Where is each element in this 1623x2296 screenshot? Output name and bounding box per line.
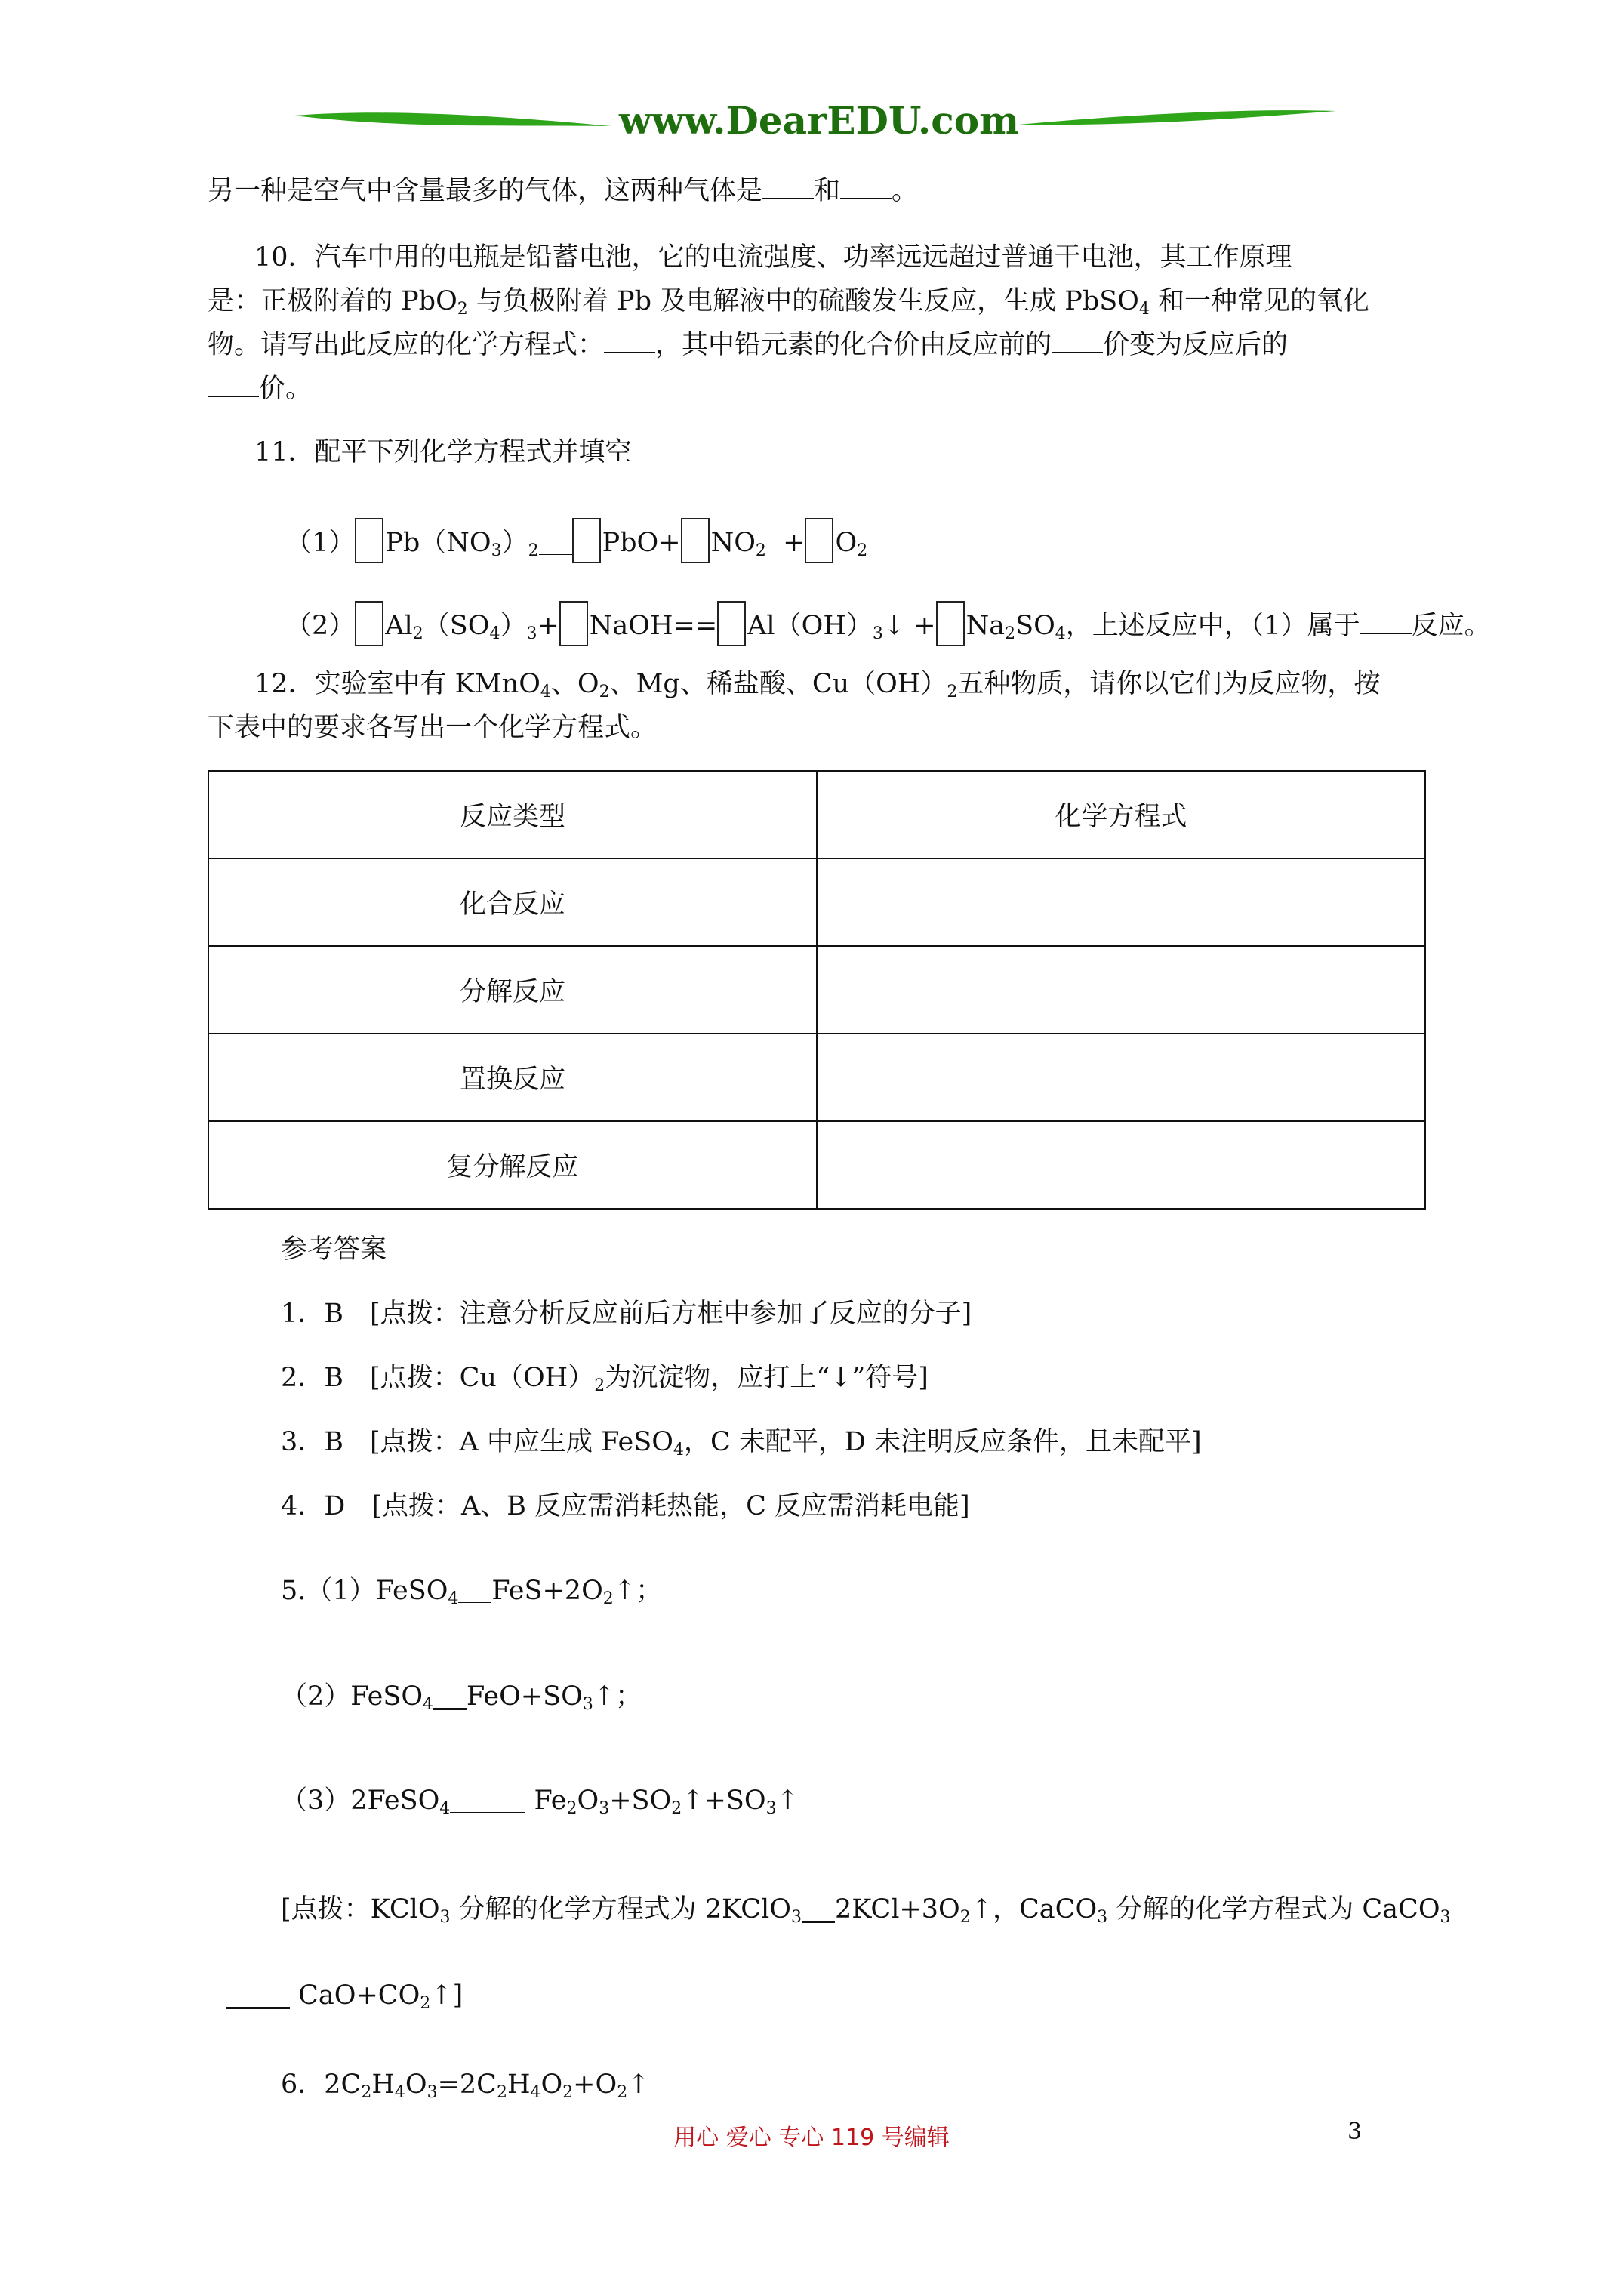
table-header-cell: 反应类型: [208, 771, 817, 858]
answer-5-hint-line-1: [点拨：KClO$_3$ 分解的化学方程式为 2KClO$_3$ $2KCl+3O_2↑$，CaCO$_3$ 分解的化学方程式为 CaCO$_3$: [281, 1894, 1451, 1927]
right-swoosh-icon: [1012, 100, 1344, 138]
equals-sign: [458, 1602, 491, 1608]
page-number: 3: [1347, 2119, 1363, 2145]
table-cell: 分解反应: [208, 946, 817, 1034]
answer-5-eq-3: （3）2FeSO$_4$ $Fe_2O_3+SO_2↑+SO_3↑$: [281, 1786, 799, 1818]
equals-sign: [802, 1921, 835, 1927]
equals-sign: [226, 2007, 290, 2013]
coefficient-box[interactable]: [559, 601, 588, 646]
answer-blank: [762, 197, 814, 199]
left-swoosh-icon: [287, 102, 619, 140]
table-answer-cell[interactable]: [817, 858, 1425, 946]
coefficient-box[interactable]: [717, 601, 746, 646]
question-12-line-1: 12．实验室中有 KMnO$_4$、$O_2$、Mg、稀盐酸、$Cu(OH)_2$五种物质，请你以它们为反应物，按: [254, 669, 1381, 701]
coefficient-box[interactable]: [355, 601, 383, 646]
table-cell: 化合反应: [208, 858, 817, 946]
question-10-line-1: 10．汽车中用的电瓶是铅蓄电池，它的电流强度、功率远远超过普通干电池，其工作原理: [254, 242, 1292, 273]
answer-blank: [604, 351, 655, 353]
answer-blank: [840, 197, 892, 199]
answer-blank: [1052, 351, 1103, 353]
table-answer-cell[interactable]: [817, 946, 1425, 1034]
coefficient-box[interactable]: [355, 518, 383, 563]
question-11-eq-1: （1） $Pb(NO_3)_2$ $PbO+ NO_2 + O_2$: [285, 518, 867, 563]
continuation-line: 另一种是空气中含量最多的气体，这两种气体是 和 。: [208, 176, 919, 206]
table-row: [208, 946, 1425, 1034]
answer-4: 4．D [点拨：A、B 反应需消耗热能，C 反应需消耗电能]: [281, 1491, 970, 1521]
question-11-eq-2: （2） $Al_2(SO_4)_3+$ NaOH== $Al(OH)_3↓ + Na_2SO_4$，上述反应中，（1）属于 反应。: [285, 601, 1491, 646]
table-row: [208, 1121, 1425, 1209]
table-cell: 置换反应: [208, 1034, 817, 1121]
site-logo-text: www.DearEDU.com: [618, 98, 1019, 143]
answer-3: 3．B [点拨：A 中应生成 FeSO$_4$，C 未配平，D 未注明反应条件，且未配平]: [281, 1427, 1202, 1459]
table-header-row: [208, 771, 1425, 858]
question-10-line-3: 物。请写出此反应的化学方程式： ，其中铅元素的化合价由反应前的 价变为反应后的: [208, 330, 1289, 360]
answer-2: 2．B [点拨：$Cu(OH)_2$为沉淀物，应打上“↓”符号]: [281, 1363, 929, 1395]
table-answer-cell[interactable]: [817, 1034, 1425, 1121]
answer-1: 1．B [点拨：注意分析反应前后方框中参加了反应的分子]: [281, 1299, 972, 1329]
header-banner: [287, 94, 1344, 155]
answer-blank: [208, 395, 259, 397]
question-12-line-2: 下表中的要求各写出一个化学方程式。: [208, 713, 658, 743]
coefficient-box[interactable]: [805, 518, 833, 563]
reaction-table: [208, 770, 1426, 1210]
table-row: [208, 1034, 1425, 1121]
question-11-title: 11．配平下列化学方程式并填空: [254, 437, 632, 467]
answers-title: 参考答案: [281, 1234, 387, 1265]
answer-5-eq-2: （2）FeSO$_4$ $FeO+SO_3↑$；: [281, 1681, 642, 1714]
coefficient-box[interactable]: [572, 518, 601, 563]
answer-blank: [1360, 632, 1412, 634]
equals-sign: [433, 1708, 467, 1714]
table-cell: 复分解反应: [208, 1121, 817, 1209]
answer-5-hint-line-2: $CaO+CO_2↑$]: [226, 1980, 463, 2013]
answer-5-eq-1: 5.（1）FeSO$_4$ $FeS+2O_2↑$；: [281, 1576, 663, 1608]
equals-sign: [450, 1812, 525, 1818]
question-10-line-4: 价。: [208, 373, 312, 405]
table-header-cell: 化学方程式: [817, 771, 1425, 858]
question-10-line-2: 是：正极附着的 PbO$_2$ 与负极附着 Pb 及电解液中的硫酸发生反应，生成 PbSO$_4$ 和一种常见的氧化: [208, 286, 1370, 319]
footer-text: 用心 爱心 专心 119 号编辑: [673, 2125, 950, 2151]
answer-6: 6．$2C_2H_4O_3=2C_2H_4O_2+O_2↑$: [281, 2069, 650, 2102]
coefficient-box[interactable]: [681, 518, 710, 563]
coefficient-box[interactable]: [936, 601, 965, 646]
table-row: [208, 858, 1425, 946]
table-answer-cell[interactable]: [817, 1121, 1425, 1209]
equals-sign: [539, 554, 572, 560]
